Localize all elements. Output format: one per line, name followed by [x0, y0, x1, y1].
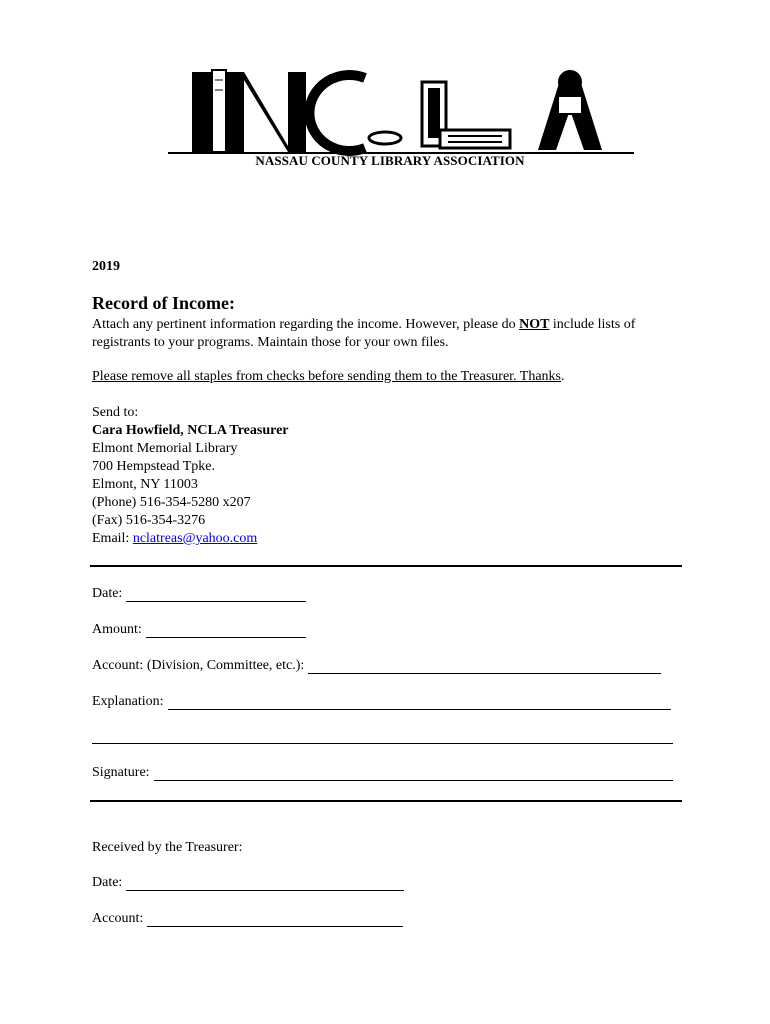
explanation-field: [92, 694, 671, 710]
amount-label: Amount:: [92, 622, 142, 637]
explanation-blank[interactable]: [168, 695, 671, 710]
treasurer-date-field: [92, 875, 404, 891]
intro-part-2: include lists of registrants to your programs. Maintain those for your own files.: [92, 317, 636, 350]
account-label: Account: (Division, Committee, etc.):: [92, 658, 305, 673]
treasurer-account-label: Account:: [92, 911, 144, 926]
staples-notice-text: Please remove all staples from checks before sending them to the Treasurer. Thanks: [92, 369, 562, 384]
intro-not-emphasis: NOT: [519, 317, 550, 332]
amount-field: [92, 622, 306, 638]
amount-blank[interactable]: [146, 623, 306, 638]
date-label: Date:: [92, 586, 123, 601]
form-year: 2019: [92, 259, 120, 274]
treasurer-account-field: [92, 911, 403, 927]
intro-part-1: Attach any pertinent information regarding the income. However, please do: [92, 317, 520, 332]
account-blank[interactable]: [308, 659, 661, 674]
staples-notice: [92, 369, 565, 385]
form-title: Record of Income:: [92, 293, 235, 313]
received-by-treasurer: Received by the Treasurer:: [92, 840, 243, 855]
email-link[interactable]: nclatreas@yahoo.com: [132, 531, 258, 546]
city-state-zip: Elmont, NY 11003: [92, 477, 198, 492]
date-field: [92, 586, 306, 602]
street-address: 700 Hempstead Tpke.: [92, 459, 215, 474]
explanation-blank-line-2[interactable]: [92, 729, 673, 744]
library-name: Elmont Memorial Library: [92, 441, 238, 456]
fax-number: (Fax) 516-354-3276: [92, 513, 206, 528]
section-divider-bottom: [90, 800, 682, 802]
send-to-label: Send to:: [92, 405, 139, 420]
org-name: NASSAU COUNTY LIBRARY ASSOCIATION: [255, 153, 525, 168]
account-field: [92, 658, 661, 674]
signature-field: [92, 765, 673, 781]
signature-blank[interactable]: [154, 766, 673, 781]
date-blank[interactable]: [126, 587, 306, 602]
treasurer-date-label: Date:: [92, 875, 123, 890]
treasurer-name: Cara Howfield, NCLA Treasurer: [92, 423, 289, 438]
intro-text: [92, 316, 692, 352]
email-label: Email:: [92, 531, 133, 546]
staples-notice-period: .: [561, 369, 565, 384]
treasurer-date-blank[interactable]: [126, 876, 404, 891]
explanation-label: Explanation:: [92, 694, 164, 709]
signature-label: Signature:: [92, 765, 150, 780]
section-divider-top: [90, 565, 682, 567]
email-line: [92, 530, 289, 548]
mailing-address: [92, 404, 289, 548]
phone-number: (Phone) 516-354-5280 x207: [92, 495, 251, 510]
treasurer-account-blank[interactable]: [147, 912, 403, 927]
